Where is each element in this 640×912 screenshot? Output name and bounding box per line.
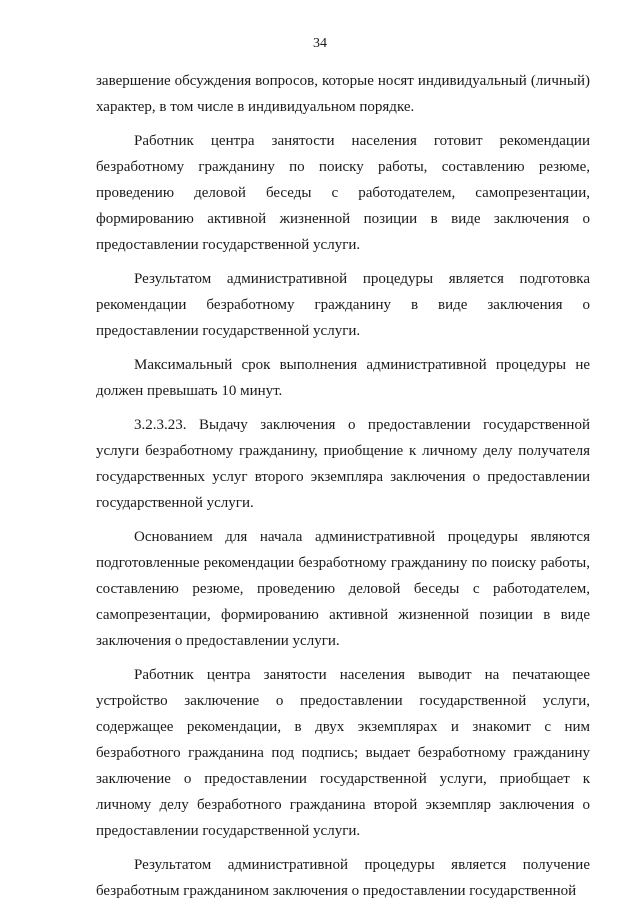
paragraph: Максимальный срок выполнения административной процедуры не должен превышать 10 минут. xyxy=(96,357,590,399)
paragraph: Результатом административной процедуры является подготовка рекомендации безработному гражданину в виде заключения о предоставлении государственной услуги. xyxy=(96,271,590,339)
paragraph: Работник центра занятости населения готовит рекомендации безработному гражданину по поиску работы, составлению резюме, проведению деловой беседы с работодателем, самопрезентации, формированию активной жизненной позиции в виде заключения о предоставлении государственной услуги. xyxy=(96,133,590,253)
page-number: 34 xyxy=(313,36,327,51)
section-heading-paragraph: 3.2.3.23. Выдачу заключения о предоставлении государственной услуги безработному гражданину, приобщение к личному делу получателя государственных услуг второго экземпляра заключения о предоставлении государственной услуги. xyxy=(96,417,590,511)
paragraph: Основанием для начала административной процедуры являются подготовленные рекомендации безработному гражданину по поиску работы, составлению резюме, проведению деловой беседы с работодателем, самопрезентации, формированию активной жизненной позиции в виде заключения о предоставлении услуги. xyxy=(96,529,590,649)
paragraph: Работник центра занятости населения выводит на печатающее устройство заключение о предоставлении государственной услуги, содержащее рекомендации, в двух экземплярах и знакомит с ним безработного гражданина под подпись; выдает безработному гражданину заключение о предоставлении государственной услуги, приобщает к личному делу безработного гражданина второй экземпляр заключения о предоставлении государственной услуги. xyxy=(96,667,590,839)
document-body xyxy=(96,68,590,912)
paragraph-continuation: завершение обсуждения вопросов, которые носят индивидуальный (личный) характер, в том числе в индивидуальном порядке. xyxy=(96,73,590,115)
paragraph: Результатом административной процедуры является получение безработным гражданином заключения о предоставлении государственной xyxy=(96,857,590,899)
